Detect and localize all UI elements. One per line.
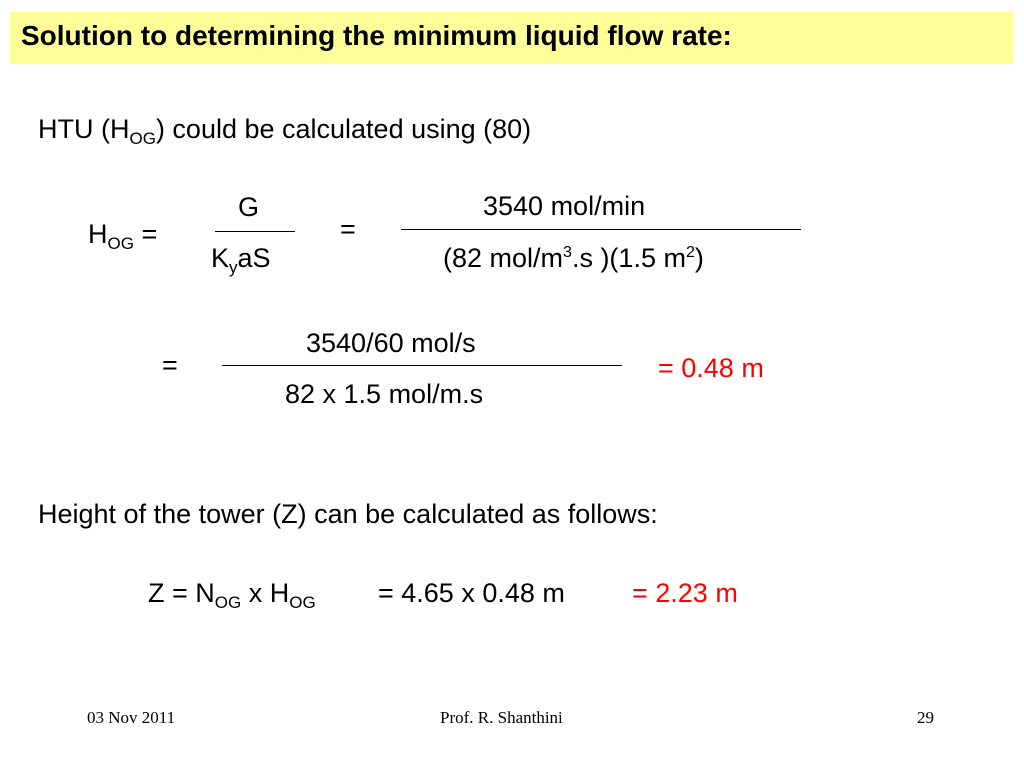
frac2-den-b: .s )(1.5 m xyxy=(571,243,686,273)
htu-suffix: ) could be calculated using (80) xyxy=(155,114,532,144)
eq3-equals: = xyxy=(164,578,196,608)
eq2-denominator: 82 x 1.5 mol/m.s xyxy=(285,379,484,409)
htu-statement xyxy=(38,114,532,148)
frac2-numerator: 3540 mol/min xyxy=(483,191,646,221)
frac1-den-k: K xyxy=(211,243,230,273)
nog-symbol: N xyxy=(195,578,215,608)
htu-subscript: OG xyxy=(129,129,156,148)
nog-subscript: OG xyxy=(214,593,242,612)
frac1-numerator: G xyxy=(238,192,260,222)
eq3-formula xyxy=(148,578,316,612)
eq3-times: x xyxy=(241,578,270,608)
eq2-result: = 0.48 m xyxy=(658,353,764,383)
eq1-equals: = xyxy=(340,214,356,244)
frac1-bar xyxy=(215,231,295,232)
height-statement: Height of the tower (Z) can be calculated as follows: xyxy=(38,499,658,529)
eq3-calculation: = 4.65 x 0.48 m xyxy=(378,578,565,608)
frac1-den-rest: aS xyxy=(237,243,271,273)
frac1-denominator xyxy=(211,243,271,277)
hog-equals: = xyxy=(133,219,158,249)
hog-subscript-2: OG xyxy=(289,593,316,612)
hog-subscript: OG xyxy=(107,234,134,253)
eq3-result: = 2.23 m xyxy=(632,578,738,608)
htu-prefix: HTU (H xyxy=(38,114,130,144)
frac2-den-sup1: 3 xyxy=(563,244,572,261)
footer-author: Prof. R. Shanthini xyxy=(440,708,563,727)
eq2-numerator: 3540/60 mol/s xyxy=(306,328,476,358)
frac1-den-subscript: y xyxy=(229,258,238,277)
frac2-den-sup2: 2 xyxy=(685,244,695,261)
frac2-den-c: ) xyxy=(694,243,704,273)
eq2-bar xyxy=(222,365,622,366)
frac2-denominator xyxy=(443,243,704,274)
hog-lhs xyxy=(88,219,158,253)
frac2-den-a: (82 mol/m xyxy=(443,243,564,273)
z-symbol: Z xyxy=(148,578,165,608)
footer-date: 03 Nov 2011 xyxy=(87,708,176,727)
eq2-equals: = xyxy=(162,350,178,380)
hog-symbol: H xyxy=(88,219,108,249)
footer-page-number: 29 xyxy=(917,708,934,727)
slide-title: Solution to determining the minimum liquid flow rate: xyxy=(21,20,732,51)
hog-symbol-2: H xyxy=(269,578,290,608)
frac2-bar xyxy=(401,229,801,230)
